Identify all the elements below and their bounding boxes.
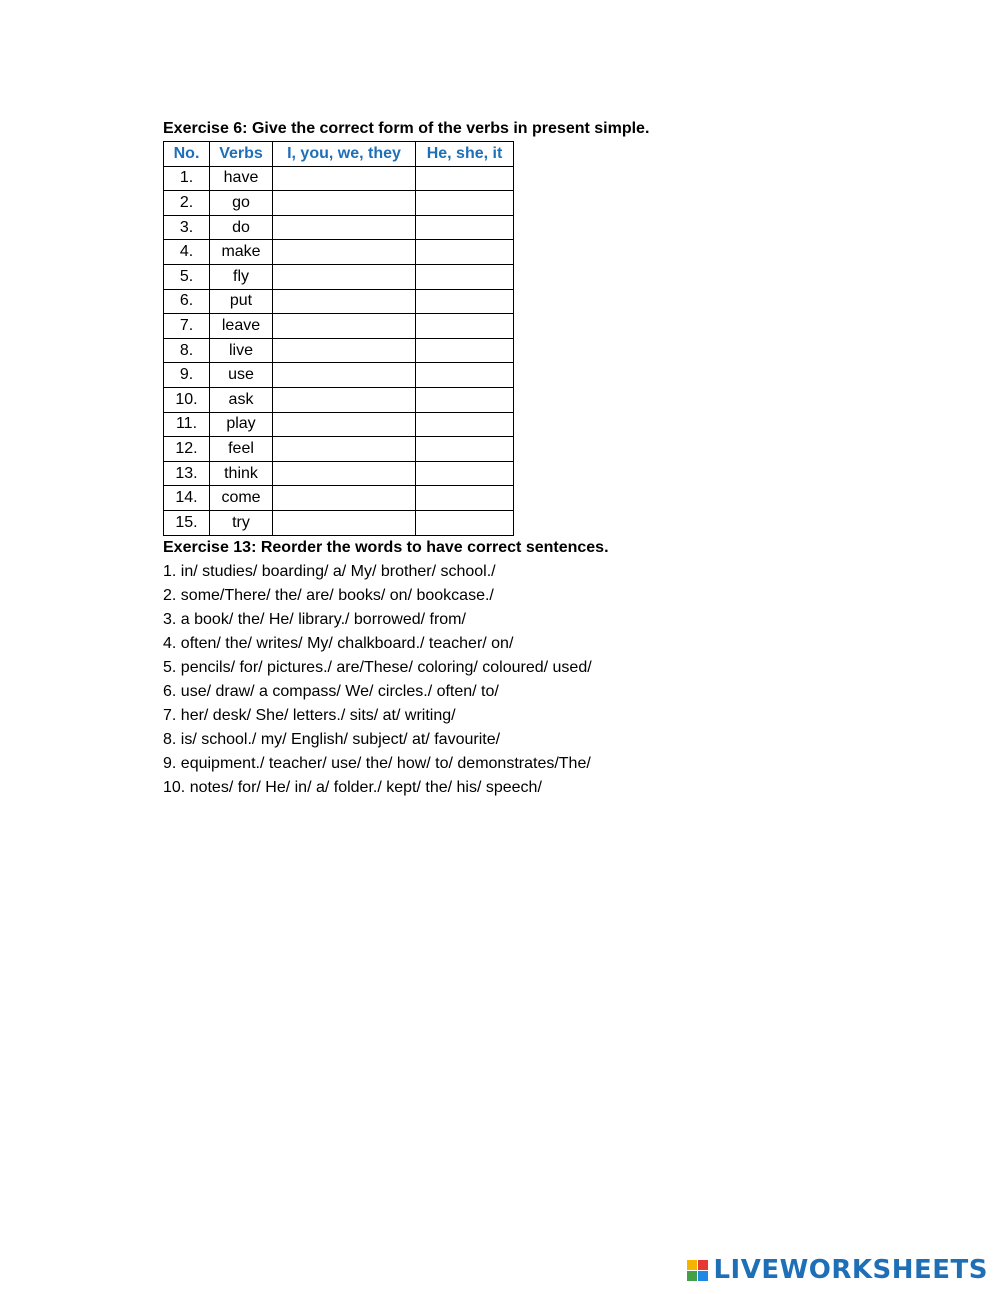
logo-block-icon [687,1271,697,1281]
verb-table [163,141,514,536]
answer-cell-plural[interactable] [273,461,416,486]
answer-cell-plural[interactable] [273,264,416,289]
verb-cell: live [210,338,273,363]
answer-cell-plural[interactable] [273,240,416,265]
row-number: 2. [164,191,210,216]
logo-block-icon [698,1260,708,1270]
list-item: 7. her/ desk/ She/ letters./ sits/ at/ writing/ [163,706,456,724]
verb-cell: ask [210,387,273,412]
row-number: 1. [164,166,210,191]
answer-cell-plural[interactable] [273,510,416,535]
list-item: 2. some/There/ the/ are/ books/ on/ bookcase./ [163,586,494,604]
list-item: 8. is/ school./ my/ English/ subject/ at/ favourite/ [163,730,501,748]
table-row [164,387,514,412]
row-number: 15. [164,510,210,535]
verb-cell: make [210,240,273,265]
answer-cell-singular[interactable] [416,461,514,486]
worksheet [163,117,783,800]
row-number: 13. [164,461,210,486]
table-row [164,191,514,216]
answer-cell-singular[interactable] [416,412,514,437]
column-header-verbs: Verbs [210,142,273,167]
table-row [164,486,514,511]
row-number: 8. [164,338,210,363]
list-item: 4. often/ the/ writes/ My/ chalkboard./ teacher/ on/ [163,634,514,652]
table-row [164,314,514,339]
column-header-singular: He, she, it [416,142,514,167]
list-item: 9. equipment./ teacher/ use/ the/ how/ to/ demonstrates/The/ [163,754,591,772]
logo-block-icon [698,1271,708,1281]
table-row [164,338,514,363]
table-row [164,412,514,437]
table-row [164,510,514,535]
verb-cell: do [210,215,273,240]
table-row [164,166,514,191]
verb-cell: try [210,510,273,535]
verb-cell: come [210,486,273,511]
table-row [164,363,514,388]
list-item: 10. notes/ for/ He/ in/ a/ folder./ kept/ the/ his/ speech/ [163,778,542,796]
table-header-row [164,142,514,167]
answer-cell-singular[interactable] [416,166,514,191]
answer-cell-plural[interactable] [273,338,416,363]
verb-cell: play [210,412,273,437]
answer-cell-plural[interactable] [273,215,416,240]
list-item: 6. use/ draw/ a compass/ We/ circles./ often/ to/ [163,682,499,700]
table-row [164,215,514,240]
verb-cell: feel [210,437,273,462]
answer-cell-singular[interactable] [416,215,514,240]
column-header-no: No. [164,142,210,167]
row-number: 9. [164,363,210,388]
answer-cell-singular[interactable] [416,486,514,511]
answer-cell-plural[interactable] [273,387,416,412]
verb-cell: think [210,461,273,486]
list-item: 1. in/ studies/ boarding/ a/ My/ brother/ school./ [163,562,496,580]
answer-cell-singular[interactable] [416,363,514,388]
row-number: 11. [164,412,210,437]
logo-text: LIVEWORKSHEETS [713,1255,988,1285]
reorder-list [163,560,783,800]
row-number: 14. [164,486,210,511]
answer-cell-plural[interactable] [273,166,416,191]
liveworksheets-logo [687,1254,988,1286]
row-number: 5. [164,264,210,289]
answer-cell-plural[interactable] [273,486,416,511]
list-item: 3. a book/ the/ He/ library./ borrowed/ from/ [163,610,466,628]
logo-block-icon [687,1260,697,1270]
table-row [164,437,514,462]
exercise-13-title: Exercise 13: Reorder the words to have correct sentences. [163,538,609,556]
answer-cell-singular[interactable] [416,437,514,462]
table-row [164,461,514,486]
table-row [164,289,514,314]
row-number: 7. [164,314,210,339]
logo-blocks-icon [687,1260,708,1281]
answer-cell-singular[interactable] [416,264,514,289]
column-header-plural: I, you, we, they [273,142,416,167]
list-item: 5. pencils/ for/ pictures./ are/These/ coloring/ coloured/ used/ [163,658,592,676]
table-row [164,264,514,289]
row-number: 12. [164,437,210,462]
answer-cell-plural[interactable] [273,437,416,462]
answer-cell-singular[interactable] [416,240,514,265]
verb-cell: go [210,191,273,216]
answer-cell-singular[interactable] [416,510,514,535]
row-number: 10. [164,387,210,412]
verb-cell: have [210,166,273,191]
verb-cell: fly [210,264,273,289]
answer-cell-singular[interactable] [416,314,514,339]
exercise-6-title: Exercise 6: Give the correct form of the verbs in present simple. [163,120,650,137]
answer-cell-plural[interactable] [273,412,416,437]
verb-cell: use [210,363,273,388]
row-number: 3. [164,215,210,240]
answer-cell-plural[interactable] [273,314,416,339]
answer-cell-singular[interactable] [416,338,514,363]
answer-cell-singular[interactable] [416,387,514,412]
answer-cell-singular[interactable] [416,191,514,216]
answer-cell-plural[interactable] [273,191,416,216]
answer-cell-plural[interactable] [273,363,416,388]
table-row [164,240,514,265]
answer-cell-plural[interactable] [273,289,416,314]
row-number: 6. [164,289,210,314]
verb-cell: put [210,289,273,314]
verb-cell: leave [210,314,273,339]
row-number: 4. [164,240,210,265]
answer-cell-singular[interactable] [416,289,514,314]
